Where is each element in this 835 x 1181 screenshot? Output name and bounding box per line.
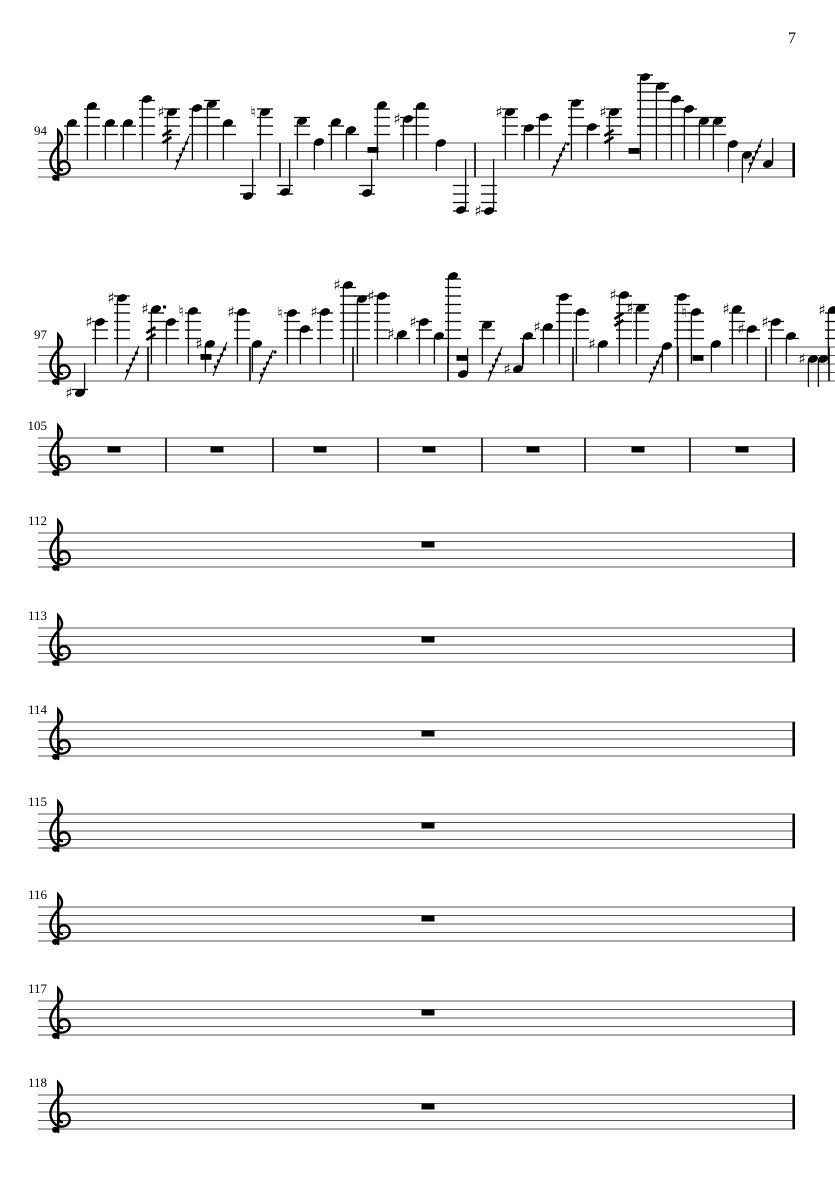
note xyxy=(142,300,167,364)
treble-clef-icon xyxy=(50,426,69,476)
note xyxy=(637,72,653,160)
note xyxy=(435,138,447,171)
sharp-icon: ♯ xyxy=(141,300,149,318)
system-116 xyxy=(38,895,795,945)
measure-number: 116 xyxy=(27,887,47,902)
sharp-icon: ♯ xyxy=(737,320,745,338)
grace-run xyxy=(649,349,663,383)
treble-clef-icon xyxy=(50,989,69,1039)
whole-rest xyxy=(422,1104,435,1110)
note xyxy=(108,289,131,364)
sharp-icon: ♯ xyxy=(533,318,541,336)
augmentation-dot xyxy=(163,305,166,308)
sharp-icon: ♯ xyxy=(798,350,806,368)
system-112 xyxy=(38,521,795,571)
measure-number: 97 xyxy=(34,327,47,342)
measure-number: 112 xyxy=(27,513,47,528)
note xyxy=(668,94,684,160)
sharp-icon: ♯ xyxy=(310,303,318,321)
note xyxy=(163,317,179,364)
note xyxy=(762,313,785,364)
note xyxy=(661,341,673,374)
treble-clef-icon xyxy=(50,710,69,760)
whole-rest xyxy=(422,916,435,922)
system-115 xyxy=(38,802,795,852)
note xyxy=(240,159,256,201)
note xyxy=(328,117,344,160)
note xyxy=(710,116,726,160)
system-113 xyxy=(38,616,795,666)
note xyxy=(139,94,155,160)
note xyxy=(653,81,669,160)
system-118 xyxy=(38,1083,795,1133)
half-rest xyxy=(457,355,468,361)
whole-rest xyxy=(422,1010,435,1016)
treble-clef-icon xyxy=(50,335,69,385)
measure-number: 115 xyxy=(27,794,47,809)
measure-number: 117 xyxy=(27,981,47,996)
natural-icon: ♮ xyxy=(250,103,256,121)
note xyxy=(102,118,118,160)
note xyxy=(359,159,375,198)
sharp-icon: ♯ xyxy=(761,313,769,331)
note xyxy=(589,335,610,372)
note xyxy=(627,299,650,364)
note xyxy=(179,302,202,364)
half-rest xyxy=(629,148,640,154)
note xyxy=(479,320,495,364)
note xyxy=(682,303,705,364)
sharp-icon: ♯ xyxy=(227,303,235,321)
natural-icon: ♮ xyxy=(178,302,184,320)
measure-number: 94 xyxy=(34,123,47,138)
sharp-icon: ♯ xyxy=(393,110,401,128)
note xyxy=(343,125,359,160)
note xyxy=(453,159,469,215)
natural-icon: ♮ xyxy=(681,303,687,321)
natural-icon: ♮ xyxy=(277,304,283,322)
sharp-icon: ♯ xyxy=(65,384,73,402)
note xyxy=(196,335,217,372)
sharp-icon: ♯ xyxy=(367,287,375,305)
whole-rest xyxy=(527,447,540,453)
treble-clef-icon xyxy=(50,895,69,945)
grace-run xyxy=(552,142,570,176)
sharp-icon: ♯ xyxy=(588,335,596,353)
sharp-icon: ♯ xyxy=(474,202,482,220)
note xyxy=(297,324,313,364)
treble-clef-icon xyxy=(50,802,69,852)
whole-rest xyxy=(422,823,435,829)
note xyxy=(388,325,411,364)
treble-clef-icon xyxy=(50,1083,69,1133)
note xyxy=(120,118,136,160)
sharp-icon: ♯ xyxy=(333,276,341,294)
note xyxy=(394,110,417,160)
note xyxy=(521,123,537,160)
note xyxy=(536,112,552,160)
whole-rest xyxy=(422,637,435,643)
sharp-icon: ♯ xyxy=(818,301,826,319)
system-97 xyxy=(38,271,835,402)
note xyxy=(204,99,220,160)
note xyxy=(86,313,109,364)
sharp-icon: ♯ xyxy=(722,300,730,318)
measure-number: 113 xyxy=(27,608,47,623)
whole-rest xyxy=(423,447,436,453)
note xyxy=(311,303,334,364)
measure-number: 118 xyxy=(27,1075,47,1090)
system-105 xyxy=(38,426,795,476)
sharp-icon: ♯ xyxy=(409,313,417,331)
measure-number: 114 xyxy=(27,702,47,717)
whole-rest xyxy=(422,731,435,737)
note xyxy=(294,116,310,160)
sharp-icon: ♯ xyxy=(626,299,634,317)
note xyxy=(817,354,829,387)
sharp-icon: ♯ xyxy=(195,335,203,353)
sharp-icon: ♯ xyxy=(387,325,395,343)
system-94 xyxy=(38,72,795,220)
system-117 xyxy=(38,989,795,1039)
treble-clef-icon xyxy=(50,616,69,666)
whole-rest xyxy=(314,447,327,453)
note xyxy=(534,318,557,364)
note xyxy=(738,320,761,364)
whole-rest xyxy=(211,447,224,453)
measure-number: 105 xyxy=(27,418,47,433)
whole-rest xyxy=(108,447,121,453)
note xyxy=(584,122,600,160)
sharp-icon: ♯ xyxy=(503,360,511,378)
whole-rest xyxy=(422,542,435,548)
page-number: 7 xyxy=(788,30,796,47)
sharp-icon: ♯ xyxy=(157,103,165,121)
sharp-icon: ♯ xyxy=(495,103,503,121)
sharp-icon: ♯ xyxy=(85,313,93,331)
note xyxy=(410,313,433,364)
note xyxy=(64,118,80,160)
note xyxy=(727,139,739,172)
sharp-icon: ♯ xyxy=(609,286,617,304)
note xyxy=(696,116,712,160)
note xyxy=(819,301,835,364)
grace-run xyxy=(125,346,139,380)
system-114 xyxy=(38,710,795,760)
note xyxy=(556,292,572,364)
note xyxy=(313,137,325,170)
treble-clef-icon xyxy=(50,521,69,571)
note xyxy=(610,286,633,364)
note xyxy=(568,98,584,160)
whole-rest xyxy=(736,447,749,453)
note xyxy=(220,118,236,160)
sharp-icon: ♯ xyxy=(599,103,607,121)
note xyxy=(228,303,251,364)
whole-rest xyxy=(632,447,645,453)
grace-run xyxy=(175,136,189,170)
half-rest xyxy=(693,355,704,361)
sharp-icon: ♯ xyxy=(107,289,115,307)
